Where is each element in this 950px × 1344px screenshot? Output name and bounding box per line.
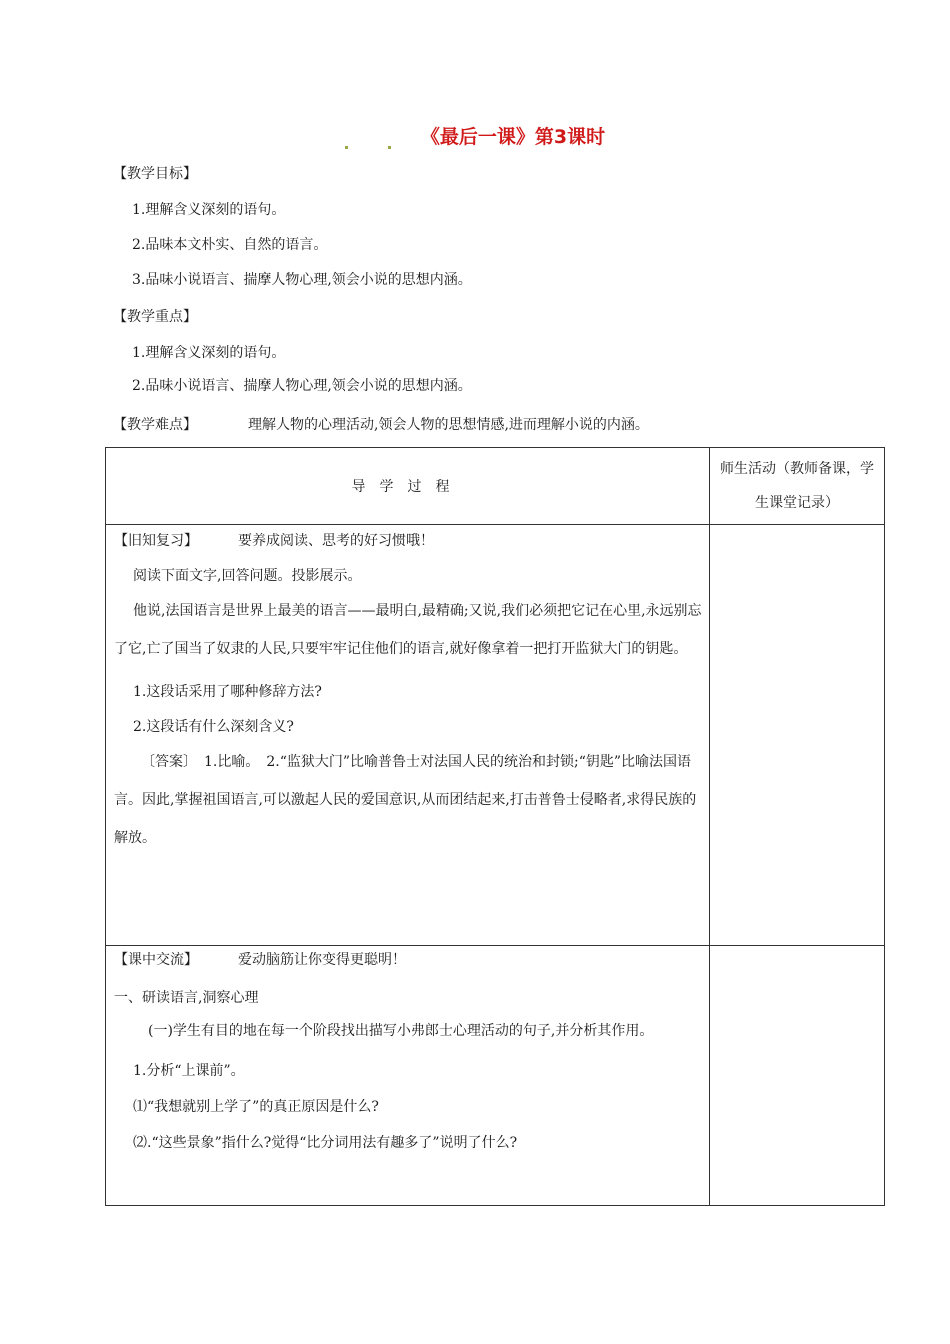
key-point-item: 1.理解含义深刻的语句。 (132, 345, 286, 361)
key-point-item: 2.品味小说语言、揣摩人物心理,领会小说的思想内涵。 (132, 378, 472, 394)
review-instruction: 阅读下面文字,回答问题。投影展示。 (133, 568, 362, 584)
review-question: 1.这段话采用了哪种修辞方法? (133, 684, 322, 700)
review-answer: 〔答案〕 1.比喻。 2.“监狱大门”比喻普鲁士对法国人民的统治和封锁;“钥匙”比喻法国语言。因此,掌握祖国语言,可以激起人民的爱国意识,从而团结起来,打击普鲁士侵略者,求得民族的解放。 (114, 754, 697, 846)
header-right: 师生活动（教师备课，学生课堂记录） (710, 448, 885, 525)
exchange-analysis: 1.分析“上课前”。 (133, 1063, 245, 1079)
review-passage: 他说,法国语言是世界上最美的语言——最明白,最精确;又说,我们必须把它记在心里,永远别忘了它,亡了国当了奴隶的人民,只要牢牢记住他们的语言,就好像拿着一把打开监狱大门的钥匙。 (114, 603, 702, 657)
objective-item: 2.品味本文朴实、自然的语言。 (132, 237, 328, 253)
page-title: 《最后一课》第3课时 (0, 122, 950, 149)
decorative-dot (345, 146, 348, 149)
exchange-subquestion: ⑴“我想就别上学了”的真正原因是什么? (133, 1099, 379, 1115)
objectives-heading: 【教学目标】 (113, 166, 197, 182)
exchange-task: (一)学生有目的地在每一个阶段找出描写小弗郎士心理活动的句子,并分析其作用。 (148, 1023, 654, 1039)
decorative-dot (388, 146, 391, 149)
lesson-table (105, 447, 885, 1206)
difficulty-heading: 【教学难点】 (113, 417, 197, 433)
exchange-heading: 【课中交流】 (114, 952, 198, 968)
exchange-notes-cell (710, 946, 885, 1206)
review-notes-cell (710, 525, 885, 946)
objective-item: 1.理解含义深刻的语句。 (132, 202, 286, 218)
exchange-slogan: 爱动脑筋让你变得更聪明！ (238, 952, 406, 968)
review-heading-row (106, 531, 709, 551)
header-left: 导学过程 (106, 448, 710, 525)
exchange-cell (106, 946, 710, 1206)
review-heading: 【旧知复习】 (114, 533, 198, 549)
review-cell (106, 525, 710, 946)
review-question: 2.这段话有什么深刻含义? (133, 719, 294, 735)
review-slogan: 要养成阅读、思考的好习惯哦！ (238, 533, 434, 549)
difficulty-text: 理解人物的心理活动,领会人物的思想情感,进而理解小说的内涵。 (248, 417, 649, 433)
objective-item: 3.品味小说语言、揣摩人物心理,领会小说的思想内涵。 (132, 272, 472, 288)
key-points-heading: 【教学重点】 (113, 309, 197, 325)
exchange-heading-row (106, 950, 709, 970)
exchange-subquestion: ⑵.“这些景象”指什么?觉得“比分词用法有趣多了”说明了什么? (133, 1135, 518, 1151)
exchange-part-title: 一、研读语言,洞察心理 (114, 990, 259, 1006)
